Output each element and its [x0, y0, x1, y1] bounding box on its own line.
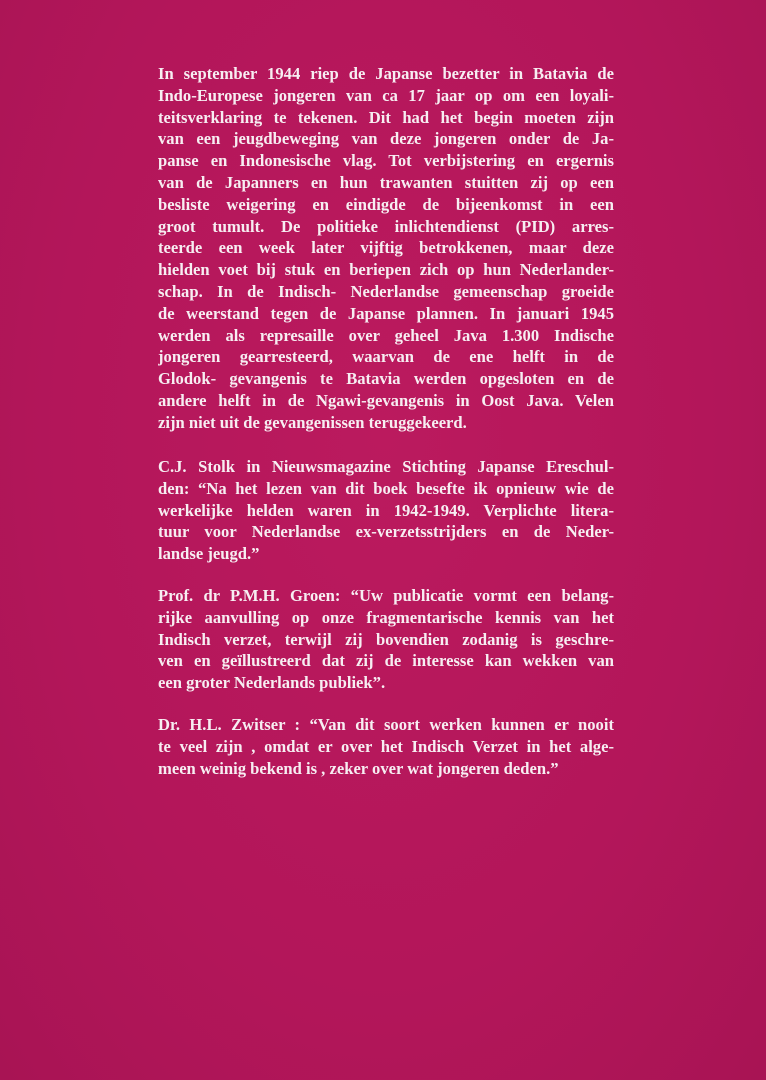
text-line: zijn niet uit de gevangenissen teruggekeerd. [158, 412, 467, 432]
text-line: Prof. dr P.M.H. Groen: “Uw publicatie vormt een belang- [158, 586, 614, 605]
synopsis-paragraph [158, 63, 614, 434]
text-line: schap. In de Indisch- Nederlandse gemeenschap groeide [158, 281, 614, 301]
text-line: landse jeugd.” [158, 544, 260, 564]
review-quote-stolk [158, 456, 614, 565]
text-line: besliste weigering en eindigde de bijeenkomst in een [158, 194, 614, 214]
text-line: een groter Nederlands publiek”. [158, 673, 386, 693]
text-line: den: “Na het lezen van dit boek besefte ik opnieuw wie de [158, 478, 614, 498]
text-line: Glodok- gevangenis te Batavia werden opgesloten en de [158, 369, 614, 389]
text-line: van een jeugdbeweging van deze jongeren onder de Ja- [158, 129, 614, 149]
text-line: meen weinig bekend is , zeker over wat jongeren deden.” [158, 758, 559, 778]
text-line: groot tumult. De politieke inlichtendienst (PID) arres- [158, 216, 614, 236]
review-quote-zwitser [158, 714, 614, 779]
text-line: ven en geïllustreerd dat zij de interesse kan wekken van [158, 651, 614, 671]
text-line: hielden voet bij stuk en beriepen zich op hun Nederlander- [158, 260, 614, 280]
text-line: In september 1944 riep de Japanse bezetter in Batavia de [158, 64, 614, 83]
review-quote-groen [158, 585, 614, 694]
text-line: jongeren gearresteerd, waarvan de ene helft in de [158, 347, 614, 367]
text-line: van de Japanners en hun trawanten stuitten zij op een [158, 172, 614, 192]
text-line: werkelijke helden waren in 1942-1949. Verplichte litera- [158, 500, 614, 520]
text-line: werden als represaille over geheel Java 1.300 Indische [158, 325, 614, 345]
text-line: te veel zijn , omdat er over het Indisch Verzet in het alge- [158, 736, 614, 756]
text-line: panse en Indonesische vlag. Tot verbijstering en ergernis [158, 151, 614, 171]
text-line: Indisch verzet, terwijl zij bovendien zodanig is geschre- [158, 629, 614, 649]
text-line: teitsverklaring te tekenen. Dit had het begin moeten zijn [158, 107, 614, 127]
text-line: andere helft in de Ngawi-gevangenis in Oost Java. Velen [158, 390, 614, 410]
text-line: teerde een week later vijftig betrokkenen, maar deze [158, 238, 614, 258]
text-line: de weerstand tegen de Japanse plannen. In januari 1945 [158, 303, 614, 323]
text-line: C.J. Stolk in Nieuwsmagazine Stichting Japanse Ereschul- [158, 457, 614, 476]
text-line: Indo-Europese jongeren van ca 17 jaar op om een loyali- [158, 85, 614, 105]
text-line: Dr. H.L. Zwitser : “Van dit soort werken kunnen er nooit [158, 715, 614, 734]
text-line: tuur voor Nederlandse ex-verzetsstrijders en de Neder- [158, 522, 614, 542]
text-line: rijke aanvulling op onze fragmentarische kennis van het [158, 607, 614, 627]
